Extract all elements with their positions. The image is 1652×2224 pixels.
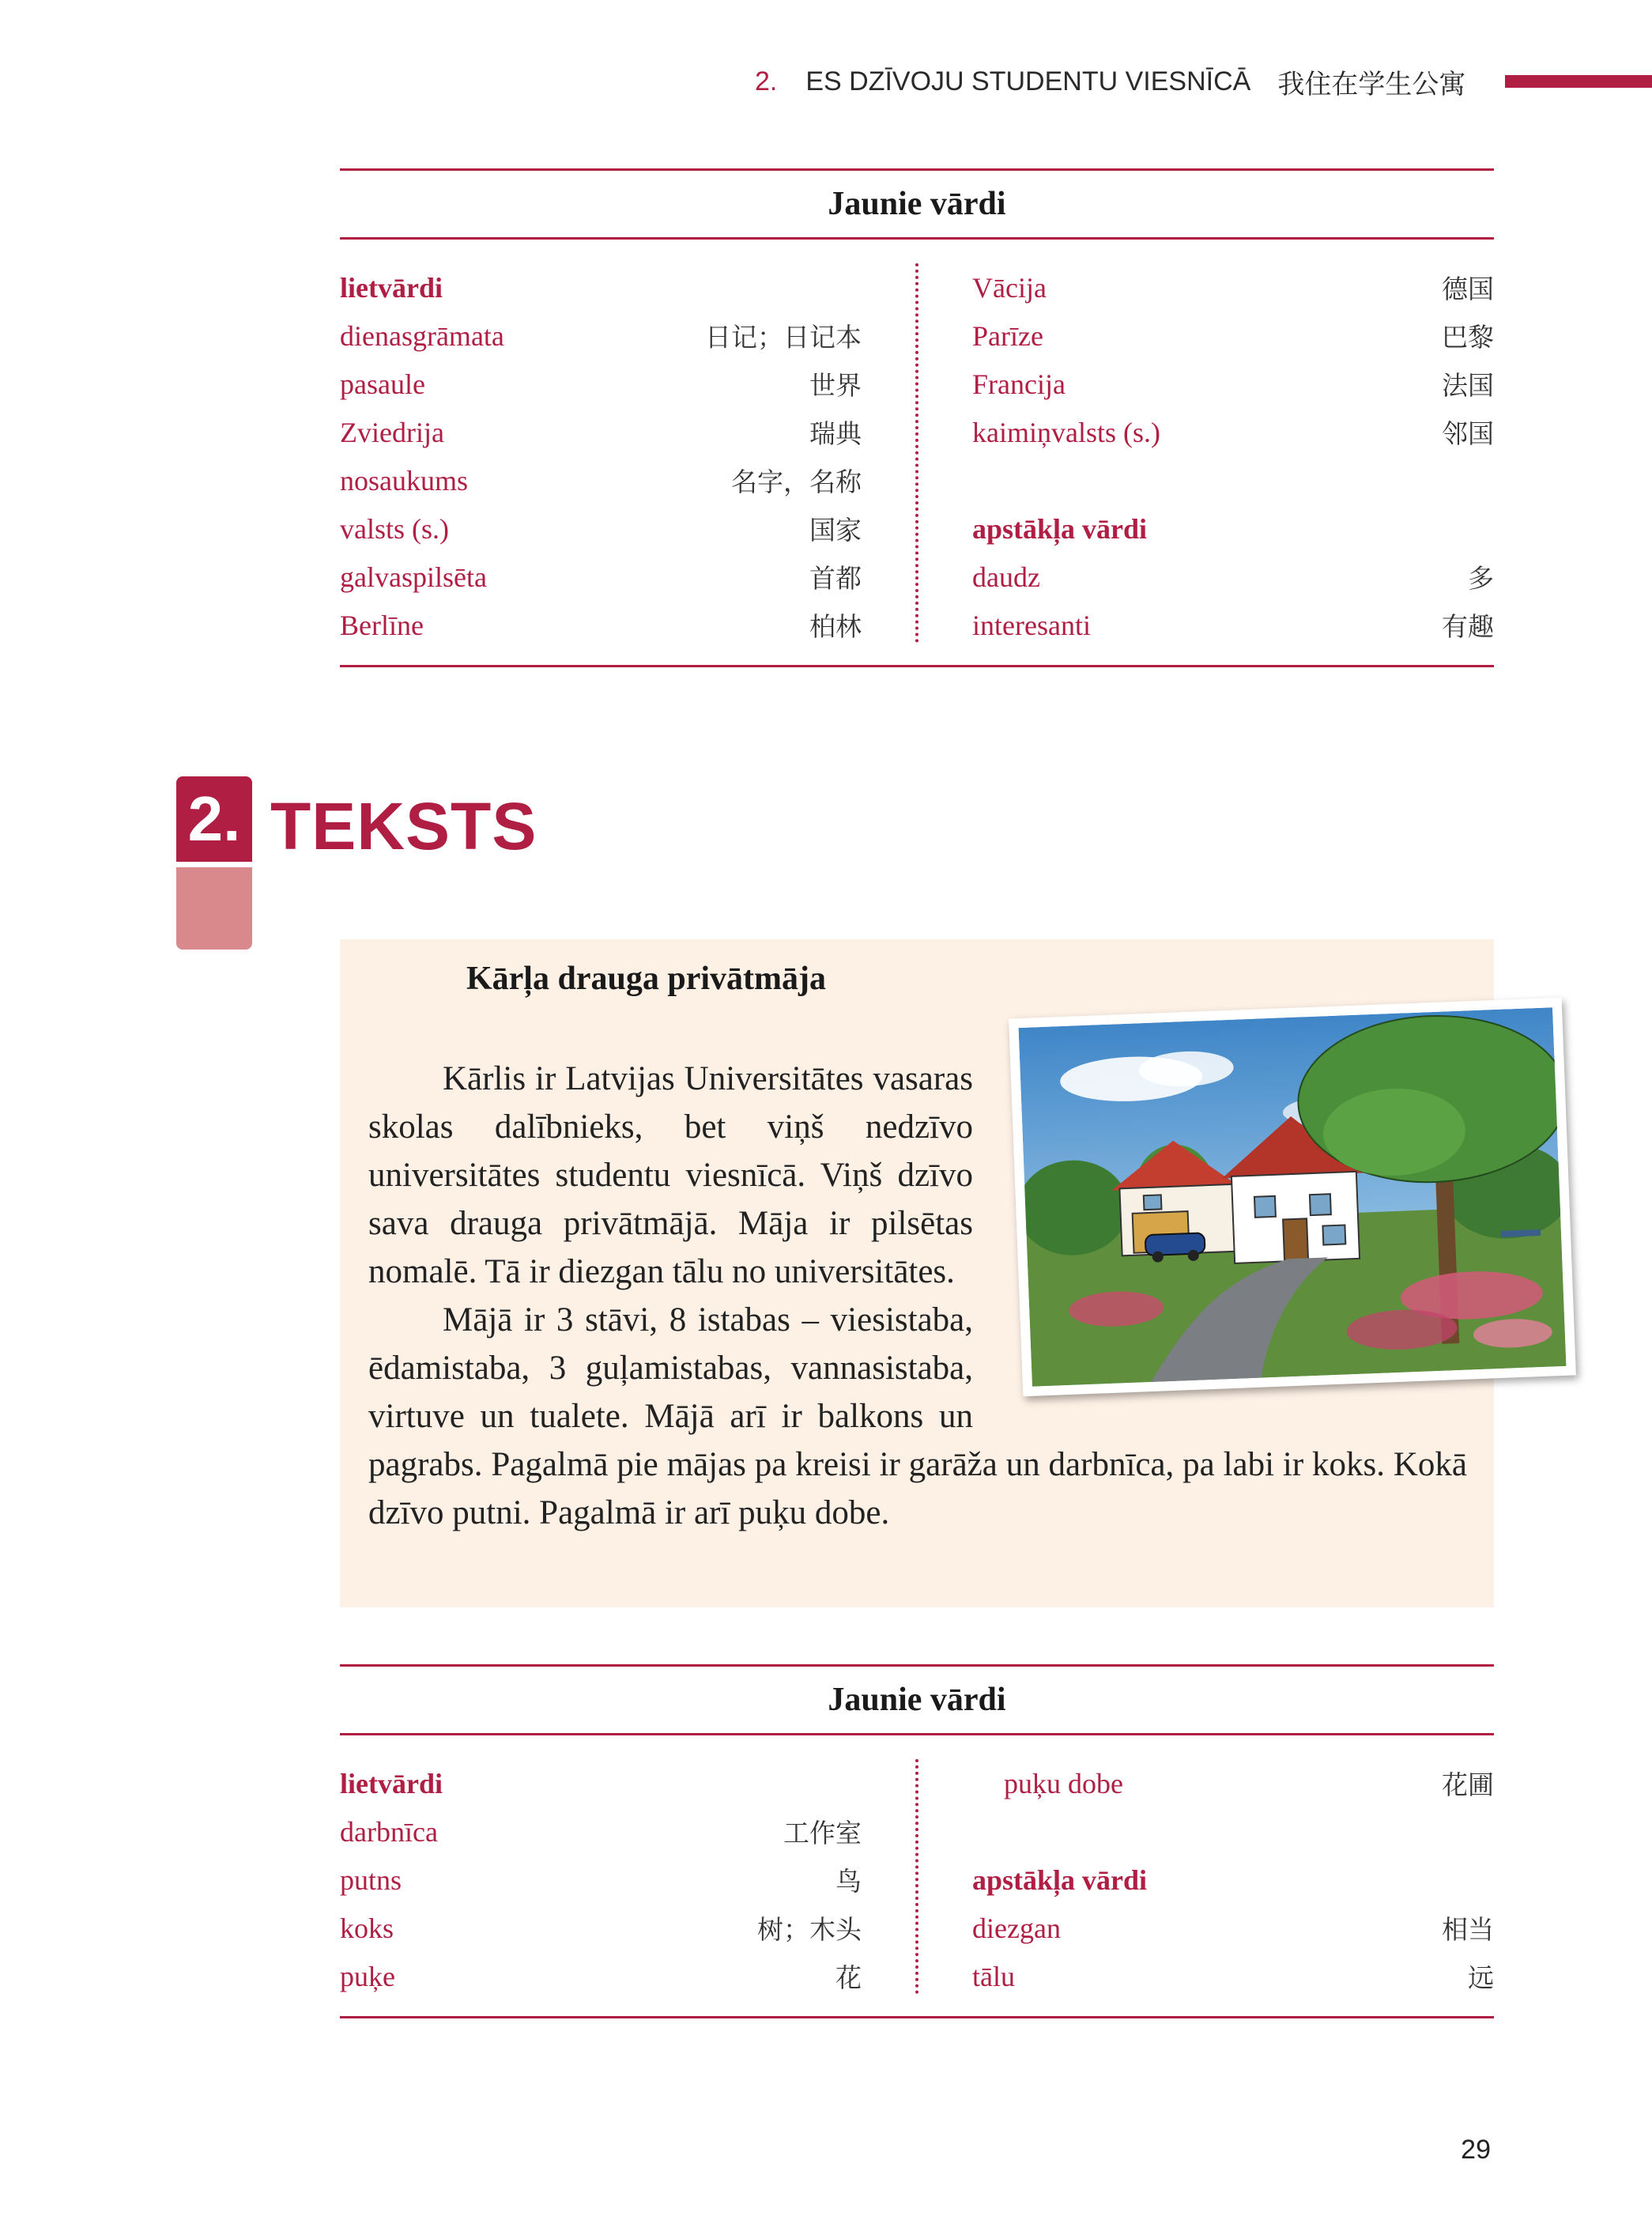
latvian-word: daudz <box>972 561 1040 593</box>
vocabulary-entry <box>972 1904 1494 1952</box>
reading-title: Kārļa drauga privātmāja <box>466 961 826 997</box>
reading-paragraph-1: Kārlis ir Latvijas Universitātes vasaras skolas dalībnieks, bet viņš nedzīvo universitātes studentu viesnīcā. Viņš dzīvo sava drauga privātmājā. Māja ir pilsētas nomalē. Tā ir diezgan tālu no universitātes. <box>368 1060 973 1290</box>
vocabulary-entry <box>972 1759 1494 1807</box>
latvian-word: koks <box>340 1912 394 1944</box>
vocabulary-right-column <box>972 263 1494 649</box>
latvian-word: kaimiņvalsts (s.) <box>972 416 1160 448</box>
chinese-translation: 首都 <box>809 563 862 594</box>
vocabulary-entry <box>340 408 862 456</box>
category-label: apstākļa vārdi <box>972 512 1148 545</box>
chinese-translation: 名字，名称 <box>731 466 862 497</box>
running-header <box>755 62 1465 101</box>
vocabulary-spacer <box>972 1807 1494 1856</box>
category-label: lietvārdi <box>340 1767 443 1799</box>
chinese-translation: 花 <box>835 1962 862 1993</box>
column-divider <box>915 1759 918 1994</box>
section-number-badge: 2. <box>176 776 252 862</box>
vocabulary-entry <box>340 553 862 601</box>
vocabulary-entry <box>340 1807 862 1856</box>
latvian-word: Berlīne <box>340 609 424 641</box>
vocabulary-entry <box>972 263 1494 312</box>
category-label: apstākļa vārdi <box>972 1863 1148 1896</box>
chinese-translation: 巴黎 <box>1442 322 1494 353</box>
latvian-word: dienasgrāmata <box>340 319 504 352</box>
vocabulary-entry <box>340 1952 862 2000</box>
latvian-word: tālu <box>972 1960 1015 1992</box>
category-label: lietvārdi <box>340 271 443 304</box>
latvian-word: Zviedrija <box>340 416 444 448</box>
vocabulary-entry <box>972 312 1494 360</box>
latvian-word: diezgan <box>972 1912 1061 1944</box>
vocabulary-entry <box>972 360 1494 408</box>
house-illustration-drawing <box>1019 1007 1567 1387</box>
chinese-translation: 邻国 <box>1442 418 1494 449</box>
chinese-translation: 国家 <box>809 515 862 546</box>
vocabulary-title: Jaunie vārdi <box>340 171 1494 240</box>
latvian-word: interesanti <box>972 609 1091 641</box>
vocabulary-entry <box>340 312 862 360</box>
vocabulary-entry <box>340 360 862 408</box>
chinese-translation: 树；木头 <box>757 1914 862 1945</box>
latvian-word: pasaule <box>340 368 425 400</box>
vocabulary-category-heading <box>972 1856 1494 1904</box>
chinese-translation: 多 <box>1468 563 1494 594</box>
vocabulary-entry <box>340 1856 862 1904</box>
vocabulary-entry <box>972 553 1494 601</box>
latvian-word: Vācija <box>972 271 1047 304</box>
chinese-translation: 日记；日记本 <box>705 322 862 353</box>
vocabulary-entry <box>340 601 862 649</box>
chinese-translation: 法国 <box>1442 370 1494 401</box>
chinese-translation: 有趣 <box>1442 611 1494 642</box>
chinese-translation: 鸟 <box>835 1866 862 1897</box>
house-illustration <box>1009 998 1576 1397</box>
chinese-translation: 远 <box>1468 1962 1494 1993</box>
vocabulary-left-column <box>340 1759 862 2000</box>
chinese-translation: 花圃 <box>1442 1769 1494 1800</box>
header-accent-bar <box>1505 75 1652 88</box>
chapter-number: 2. <box>755 66 778 96</box>
vocabulary-entry <box>340 504 862 553</box>
latvian-word: puķu dobe <box>1004 1767 1123 1799</box>
vocabulary-category-heading <box>340 263 862 312</box>
chinese-translation: 相当 <box>1442 1914 1494 1945</box>
vocabulary-entry <box>972 1952 1494 2000</box>
latvian-word: Parīze <box>972 319 1043 352</box>
latvian-word: puķe <box>340 1960 395 1992</box>
vocabulary-title: Jaunie vārdi <box>340 1667 1494 1735</box>
chinese-translation: 工作室 <box>783 1818 862 1848</box>
latvian-word: putns <box>340 1863 402 1896</box>
vocabulary-entry <box>340 456 862 504</box>
reading-paragraph-2: Mājā ir 3 stāvi, 8 istabas – viesistaba, ēdamistaba, 3 guļamistabas, vannasistaba, virtuve un tualete. Mājā arī ir balkons un pagrabs. Pagalmā pie mājas pa kreisi ir garāža un darbnīca, pa labi ir koks. Kokā dzīvo putni. Pagalmā ir arī puķu dobe. <box>368 1301 1467 1531</box>
chinese-translation: 柏林 <box>809 611 862 642</box>
vocabulary-box-2 <box>340 1664 1494 2018</box>
page-number: 29 <box>1461 2135 1491 2165</box>
vocabulary-entry <box>340 1904 862 1952</box>
latvian-word: darbnīca <box>340 1815 438 1848</box>
chinese-translation: 世界 <box>809 370 862 401</box>
chinese-translation: 瑞典 <box>809 418 862 449</box>
column-divider <box>915 263 918 643</box>
latvian-word: nosaukums <box>340 464 468 497</box>
chinese-translation: 德国 <box>1442 274 1494 304</box>
chapter-title: ES DZĪVOJU STUDENTU VIESNĪCĀ <box>805 66 1251 96</box>
vocabulary-entry <box>972 601 1494 649</box>
vocabulary-category-heading <box>972 504 1494 553</box>
vocabulary-right-column <box>972 1759 1494 2000</box>
vocabulary-category-heading <box>340 1759 862 1807</box>
latvian-word: valsts (s.) <box>340 512 449 545</box>
vocabulary-left-column <box>340 263 862 649</box>
vocabulary-spacer <box>972 456 1494 504</box>
section-tab-decoration <box>176 867 252 950</box>
vocabulary-box-1 <box>340 168 1494 667</box>
chapter-title-zh: 我住在学生公寓 <box>1277 68 1466 100</box>
latvian-word: galvaspilsēta <box>340 561 487 593</box>
vocabulary-entry <box>972 408 1494 456</box>
section-title: TEKSTS <box>270 789 537 863</box>
latvian-word: Francija <box>972 368 1066 400</box>
